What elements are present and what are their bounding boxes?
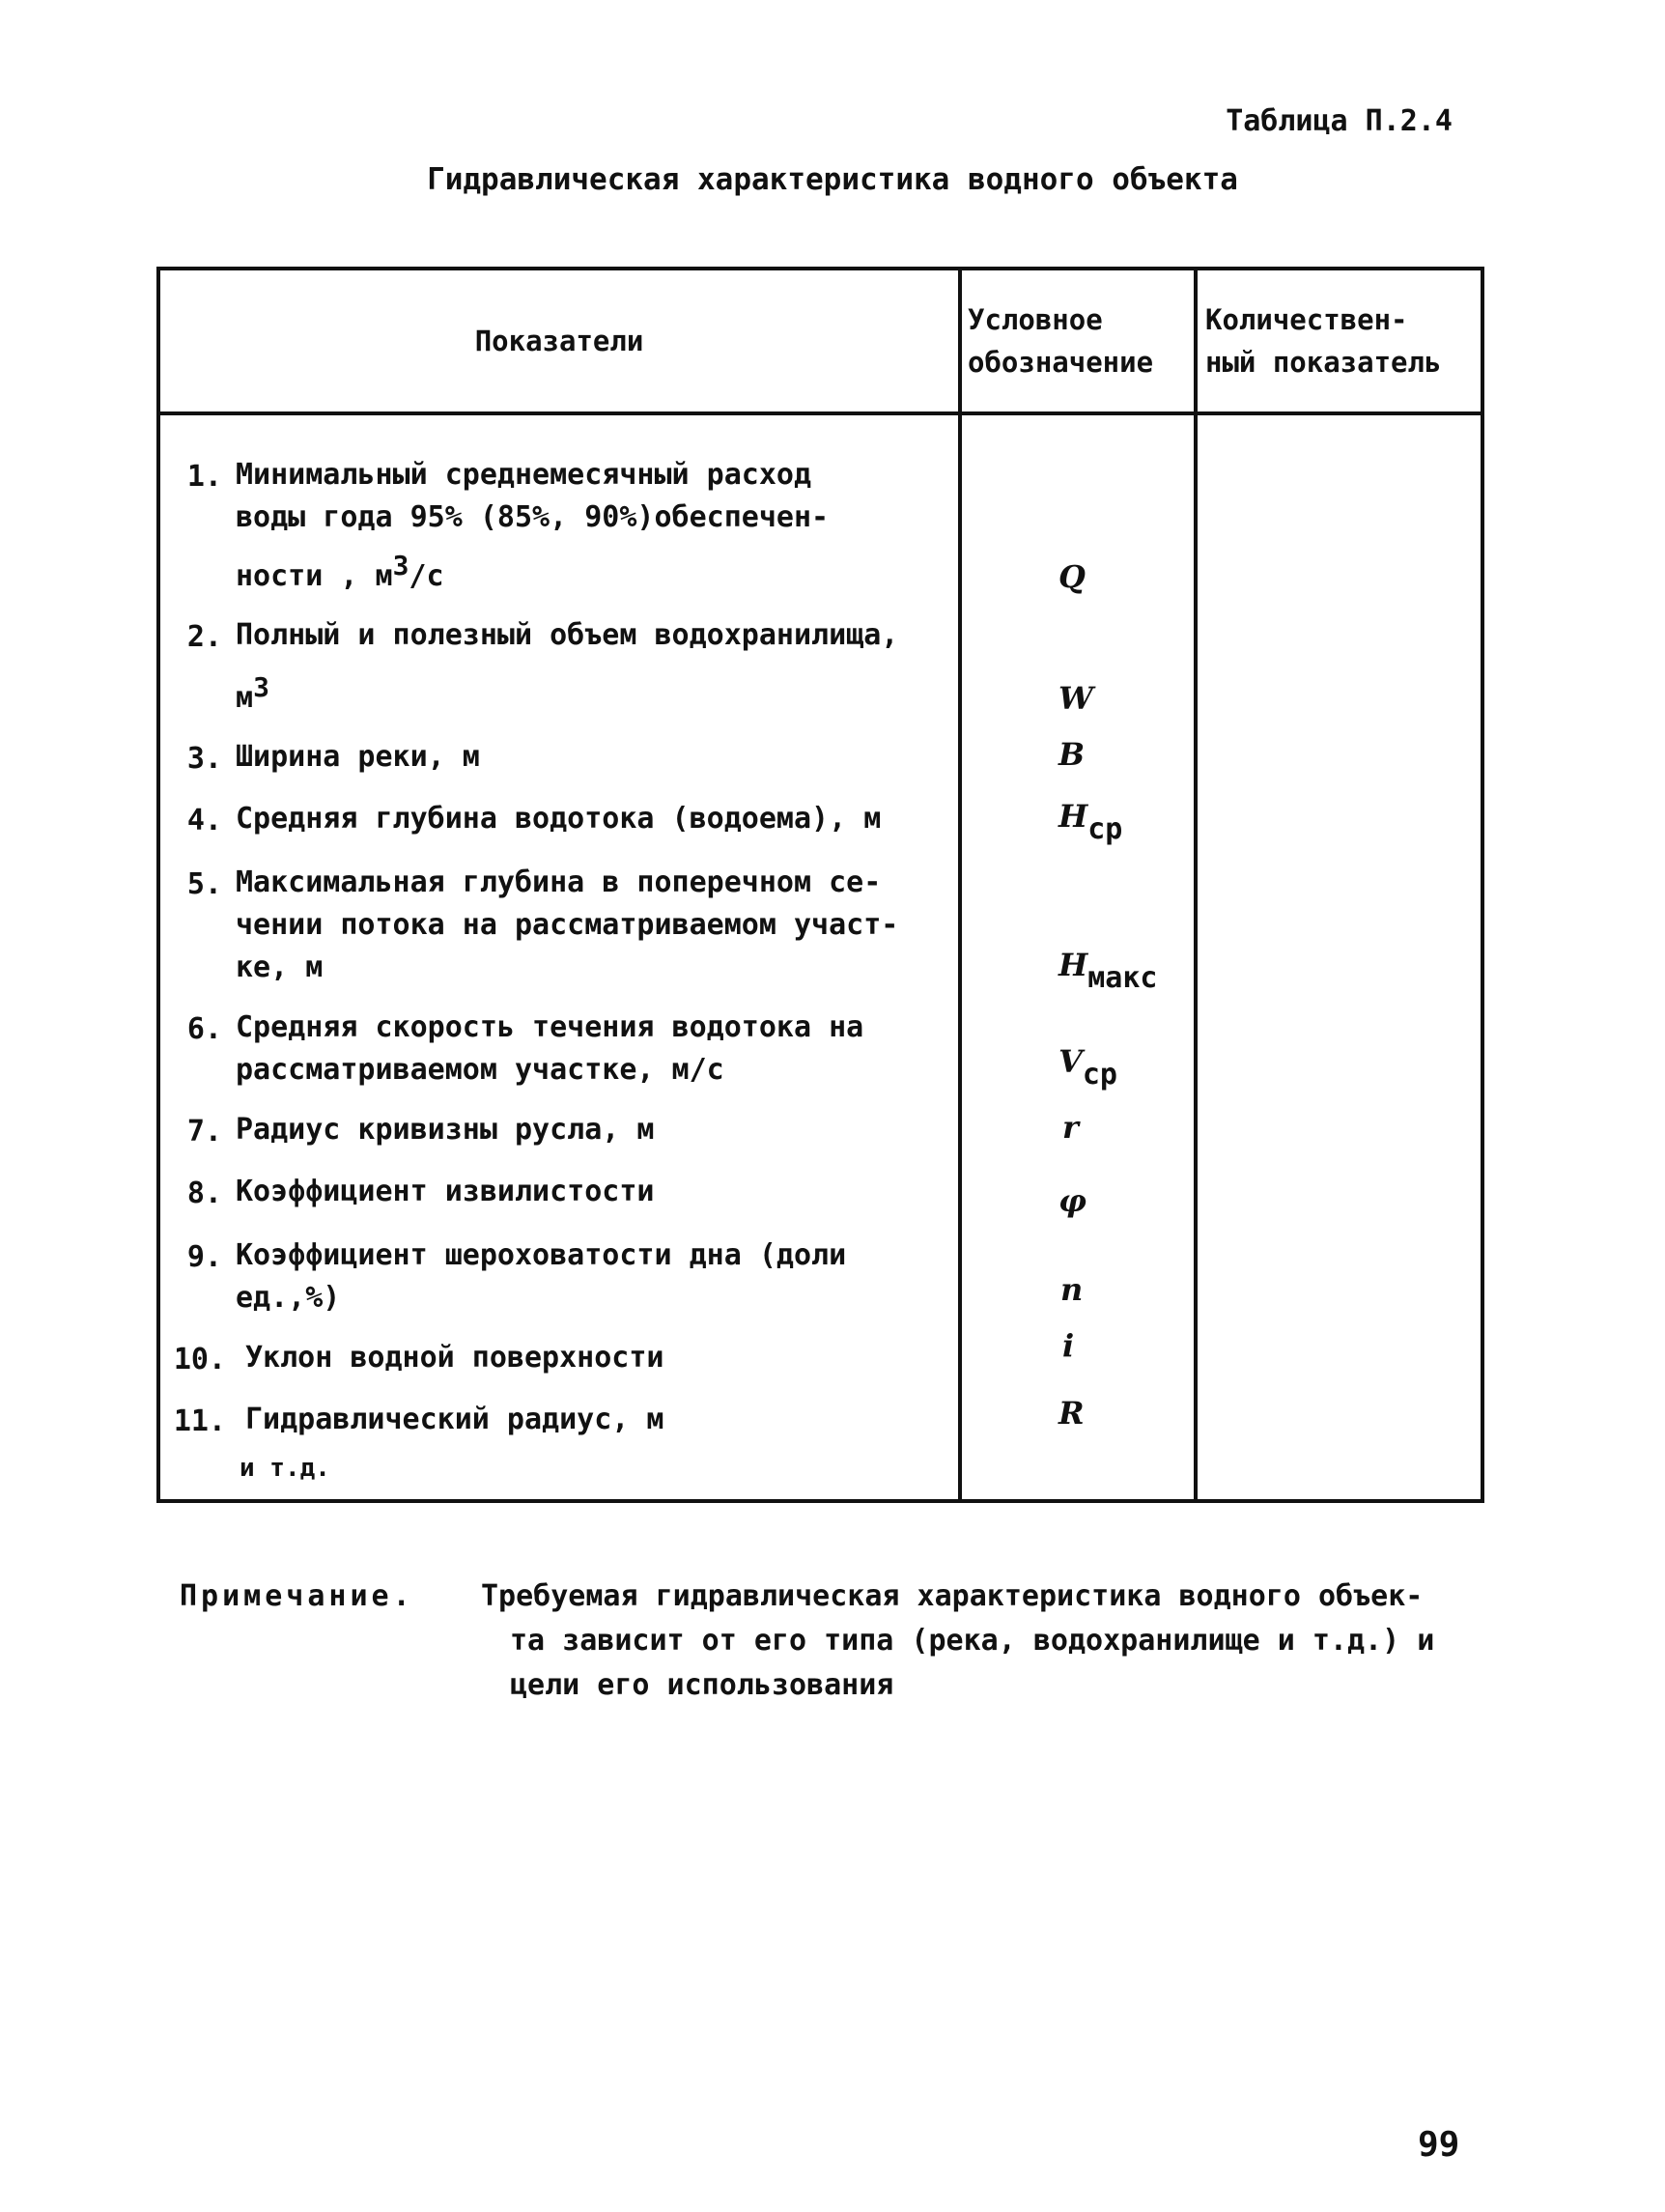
- row-text: Коэффициент шероховатости дна (доли ед.,%): [236, 1238, 847, 1315]
- row-number: 4.: [186, 804, 222, 837]
- symbol-v-avg: Vср: [1058, 1043, 1117, 1092]
- row-number: 5.: [186, 867, 222, 901]
- row-number: 3.: [186, 742, 222, 776]
- row-text: Гидравлический радиус, м: [245, 1403, 664, 1436]
- row-number: 2.: [186, 620, 222, 654]
- row-number: 11.: [173, 1404, 226, 1438]
- table-label: Таблица П.2.4: [1226, 104, 1453, 138]
- note-label: Примечание.: [180, 1579, 414, 1613]
- column-divider: [1194, 270, 1198, 1499]
- symbol-h-max: Hмакс: [1058, 947, 1158, 995]
- row-text: Максимальная глубина в поперечном се- чении потока на рассматриваемом участ- ке, м: [236, 865, 899, 984]
- row-number: 10.: [173, 1343, 226, 1376]
- symbol-q: Q: [1058, 558, 1086, 595]
- symbol-r-small: r: [1062, 1109, 1079, 1146]
- row-text: Средняя глубина водотока (водоема), м: [236, 802, 882, 836]
- row-number: 7.: [186, 1115, 222, 1149]
- symbol-h-avg: Hср: [1058, 798, 1123, 846]
- row-text: Минимальный среднемесячный расход воды года 95% (85%, 90%)обеспечен- ности , $м^3/с$: [236, 458, 830, 593]
- symbol-n: n: [1060, 1271, 1084, 1308]
- column-divider: [958, 270, 962, 1499]
- row-text: Средняя скорость течения водотока на рассматриваемом участке, м/с: [236, 1010, 864, 1087]
- row-text: Ширина реки, м: [236, 740, 480, 774]
- note-text: Требуемая гидравлическая характеристика водного объек- та зависит от его типа (река, водохранилище и т.д.) и цели его использования: [481, 1579, 1435, 1702]
- row-number: 1.: [186, 460, 222, 494]
- row-text: Коэффициент извилистости: [236, 1175, 655, 1208]
- row-number: 6.: [186, 1012, 222, 1046]
- page-number: 99: [1418, 2125, 1460, 2165]
- column-header-symbol: Условное обозначение: [968, 303, 1154, 379]
- table-title: Гидравлическая характеристика водного объекта: [427, 162, 1238, 197]
- row-text: Уклон водной поверхности: [245, 1341, 664, 1375]
- symbol-b: B: [1058, 736, 1086, 773]
- etc-text: и т.д.: [240, 1454, 330, 1483]
- symbol-i: i: [1062, 1327, 1075, 1364]
- row-number: 8.: [186, 1177, 222, 1210]
- row-number: 9.: [186, 1240, 222, 1274]
- hydraulic-characteristics-table: [156, 267, 1484, 1503]
- symbol-phi: φ: [1058, 1182, 1086, 1219]
- symbol-w: W: [1058, 680, 1093, 717]
- column-header-value: Количествен- ный показатель: [1205, 303, 1442, 379]
- symbol-r-capital: R: [1058, 1395, 1085, 1432]
- header-divider: [160, 411, 1481, 415]
- row-text: Полный и полезный объем водохранилища, $м^3$: [236, 618, 899, 715]
- column-header-indicators: Показатели: [474, 325, 644, 357]
- row-text: Радиус кривизны русла, м: [236, 1113, 655, 1147]
